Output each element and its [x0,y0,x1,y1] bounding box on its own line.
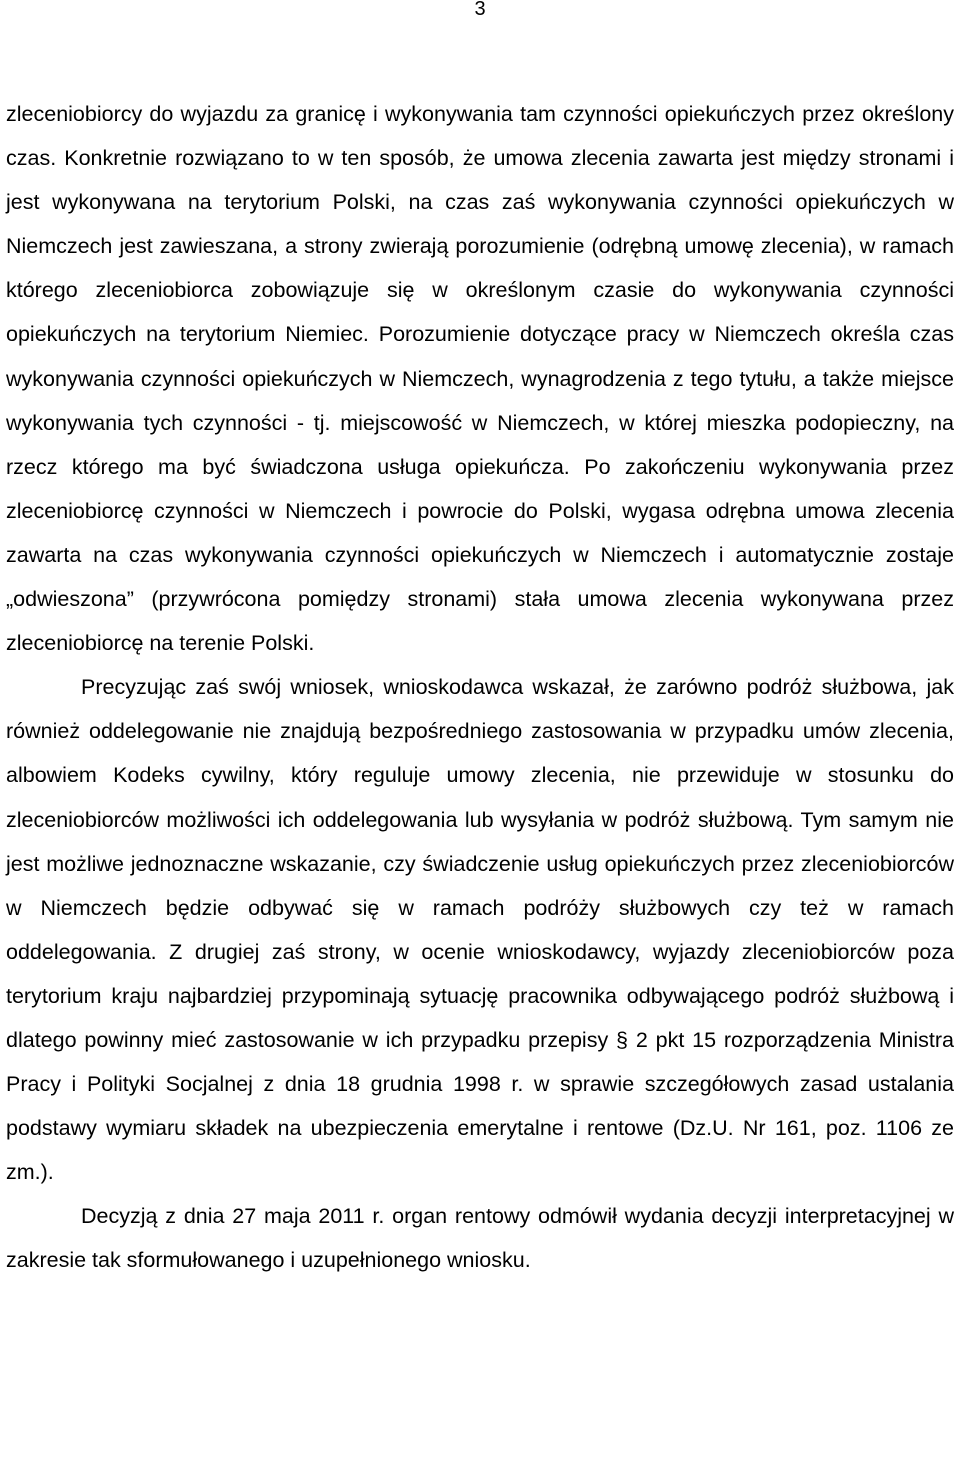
page-number: 3 [474,0,486,20]
paragraph-continuation: zleceniobiorcy do wyjazdu za granicę i wykonywania tam czynności opiekuńczych przez określony czas. Konkretnie rozwiązano to w ten sposób, że umowa zlecenia zawarta jest między stronami i jest wykonywana na terytorium Polski, na czas zaś wykonywania czynności opiekuńczych w Niemczech jest zawieszana, a strony zwierają porozumienie (odrębną umowę zlecenia), w ramach którego zleceniobiorca zobowiązuje się w określonym czasie do wykonywania czynności opiekuńczych na terytorium Niemiec. Porozumienie dotyczące pracy w Niemczech określa czas wykonywania czynności opiekuńczych w Niemczech, wynagrodzenia z tego tytułu, a także miejsce wykonywania tych czynności - tj. miejscowość w Niemczech, w której mieszka podopieczny, na rzecz którego ma być świadczona usługa opiekuńcza. Po zakończeniu wykonywania przez zleceniobiorcę czynności w Niemczech i powrocie do Polski, wygasa odrębna umowa zlecenia zawarta na czas wykonywania czynności opiekuńczych w Niemczech i automatycznie zostaje „odwieszona” (przywrócona pomiędzy stronami) stała umowa zlecenia wykonywana przez zleceniobiorcę na terenie Polski. [6,102,954,656]
document-body [6,92,954,1283]
paragraph-decision: Decyzją z dnia 27 maja 2011 r. organ rentowy odmówił wydania decyzji interpretacyjnej w zakresie tak sformułowanego i uzupełnionego wniosku. [6,1204,954,1273]
paragraph-applicant-position: Precyzując zaś swój wniosek, wnioskodawca wskazał, że zarówno podróż służbowa, jak również oddelegowanie nie znajdują bezpośredniego zastosowania w przypadku umów zlecenia, albowiem Kodeks cywilny, który reguluje umowy zlecenia, nie przewiduje w stosunku do zleceniobiorców możliwości ich oddelegowania lub wysyłania w podróż służbową. Tym samym nie jest możliwe jednoznaczne wskazanie, czy świadczenie usług opiekuńczych przez zleceniobiorców w Niemczech będzie odbywać się w ramach podróży służbowych czy też w ramach oddelegowania. Z drugiej zaś strony, w ocenie wnioskodawcy, wyjazdy zleceniobiorców poza terytorium kraju najbardziej przypominają sytuację pracownika odbywającego podróż służbową i dlatego powinny mieć zastosowanie w ich przypadku przepisy § 2 pkt 15 rozporządzenia Ministra Pracy i Polityki Socjalnej z dnia 18 grudnia 1998 r. w sprawie szczegółowych zasad ustalania podstawy wymiaru składek na ubezpieczenia emerytalne i rentowe (Dz.U. Nr 161, poz. 1106 ze zm.). [6,675,954,1185]
